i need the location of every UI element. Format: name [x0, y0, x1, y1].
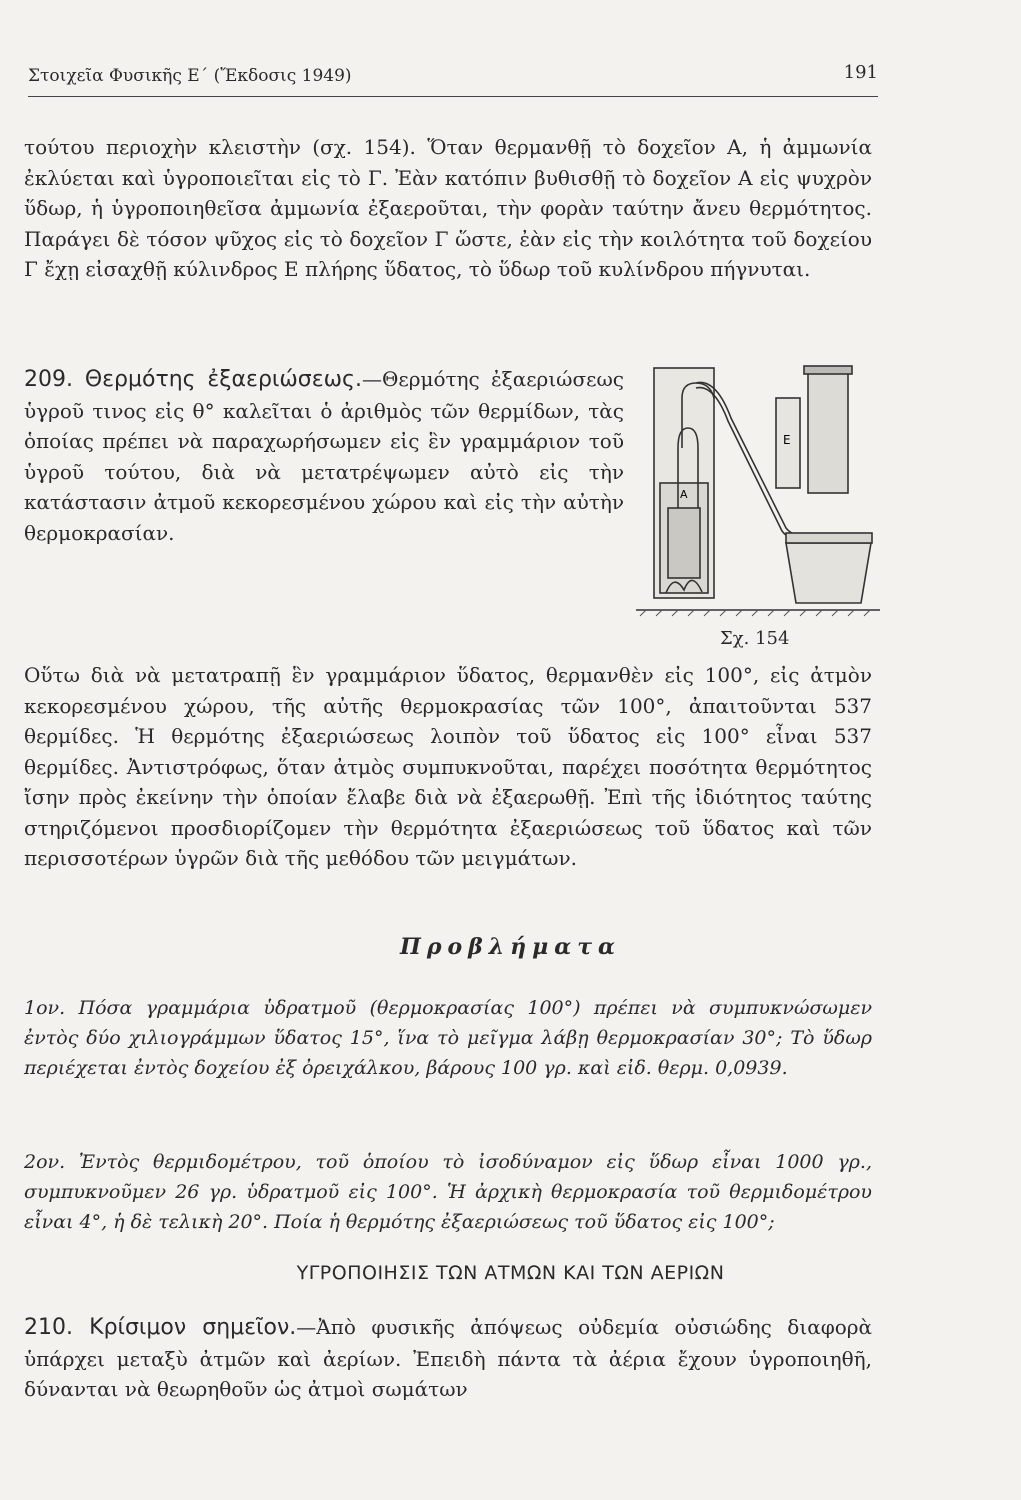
section-209-definition — [24, 364, 624, 548]
running-title: Στοιχεῖα Φυσικῆς Ε΄ (Ἔκδοσις 1949) — [28, 66, 352, 86]
problem-1: 1ον. Πόσα γραμμάρια ὑδρατμοῦ (θερμοκρασίας 100°) πρέπει νὰ συμπυκνώσωμεν ἐντὸς δύο χιλιογράμμων ὕδατος 15°, ἵνα τὸ μεῖγμα λάβῃ θερμοκρασίαν 30°; Τὸ ὕδωρ περιέχεται ἐντὸς δοχείου ἐξ ὀρειχάλκου, βάρους 100 γρ. καὶ εἰδ. θερμ. 0,0939. — [24, 997, 872, 1079]
intro-paragraph: τούτου περιοχὴν κλειστὴν (σχ. 154). Ὅταν θερμανθῇ τὸ δοχεῖον Α, ἡ ἀμμωνία ἐκλύεται καὶ ὑγροποιεῖται εἰς τὸ Γ. Ἐὰν κατόπιν βυθισθῇ τὸ δοχεῖον Α εἰς ψυχρὸν ὕδωρ, ἡ ὑγροποιηθεῖσα ἀμμωνία ἐξαεροῦται, τὴν φορὰν ταύτην ἄνευ θερμότητος. Παράγει δὲ τόσον ψῦχος εἰς τὸ δοχεῖον Γ ὥστε, ἐὰν εἰς τὴν κοιλότητα τοῦ δοχείου Γ ἔχῃ εἰσαχθῇ κύλινδρος Ε πλήρης ὕδατος, τὸ ὕδωρ τοῦ κυλίνδρου πήγνυται. — [24, 135, 872, 281]
page-header — [28, 60, 878, 97]
section-210 — [24, 1312, 872, 1405]
section-209-definition-text: —Θερμότης ἐξαεριώσεως ὑγροῦ τινος εἰς θ° καλεῖται ὁ ἀριθμὸς τῶν θερμίδων, τὰς ὁποίας πρέπει νὰ παραχωρήσωμεν εἰς ἓν γραμμάριον τοῦ ὑγροῦ τούτου, διὰ νὰ μετατρέψωμεν αὐτὸ εἰς τὴν κατάστασιν ἀτμοῦ κεκορεσμένου χώρου καὶ εἰς τὴν αὐτὴν θερμοκρασίαν. — [24, 367, 624, 545]
chapter-heading: ΥΓΡΟΠΟΙΗΣΙΣ ΤΩΝ ΑΤΜΩΝ ΚΑΙ ΤΩΝ ΑΕΡΙΩΝ — [296, 1262, 725, 1284]
problem-2: 2ον. Ἐντὸς θερμιδομέτρου, τοῦ ὁποίου τὸ ἰσοδύναμον εἰς ὕδωρ εἶναι 1000 γρ., συμπυκνοῦμεν 26 γρ. ὑδρατμοῦ εἰς 100°. Ἡ ἀρχικὴ θερμοκρασία τοῦ θερμιδομέτρου εἶναι 4°, ἡ δὲ τελικὴ 20°. Ποία ἡ θερμότης ἐξαεριώσεως τοῦ ὕδατος εἰς 100°; — [24, 1151, 872, 1233]
page-number: 191 — [843, 62, 878, 83]
figure-154-apparatus — [636, 358, 880, 623]
section-210-heading: 210. Κρίσιμον σημεῖον. — [24, 1315, 297, 1340]
figure-label-a: Α — [680, 488, 688, 501]
figure-label-e: Ε — [783, 433, 791, 447]
section-209-heading: 209. Θερμότης ἐξαεριώσεως. — [24, 367, 362, 392]
section-209-continuation: Οὕτω διὰ νὰ μετατραπῇ ἓν γραμμάριον ὕδατος, θερμανθὲν εἰς 100°, εἰς ἀτμὸν κεκορεσμένου χώρου, τῆς αὐτῆς θερμοκρασίας τῶν 100°, ἀπαιτοῦνται 537 θερμίδες. Ἡ θερμότης ἐξαεριώσεως λοιπὸν τοῦ ὕδατος εἰς 100° εἶναι 537 θερμίδες. Ἀντιστρόφως, ὅταν ἀτμὸς συμπυκνοῦται, παρέχει ποσότητα θερμότητος ἴσην πρὸς ἐκείνην τὴν ὁποίαν ἔλαβε διὰ νὰ ἐξαερωθῇ. Ἐπὶ τῆς ἰδιότητος ταύτης στηριζόμενοι προσδιορίζομεν τὴν θερμότητα ἐξαεριώσεως τοῦ ὕδατος καὶ τῶν περισσοτέρων ὑγρῶν διὰ τῆς μεθόδου τῶν μειγμάτων. — [24, 663, 872, 870]
section-209 — [24, 364, 624, 548]
section-210-text: —Ἀπὸ φυσικῆς ἀπόψεως οὐδεμία οὐσιώδης διαφορὰ ὑπάρχει μεταξὺ ἀτμῶν καὶ ἀερίων. Ἐπειδὴ πάντα τὰ ἀέρια ἔχουν ὑγροποιηθῆ, δύνανται νὰ θεωρηθοῦν ὡς ἀτμοὶ σωμάτων — [24, 1315, 873, 1401]
figure-caption: Σχ. 154 — [720, 628, 790, 649]
problems-title: Προβλήματα — [400, 934, 621, 960]
